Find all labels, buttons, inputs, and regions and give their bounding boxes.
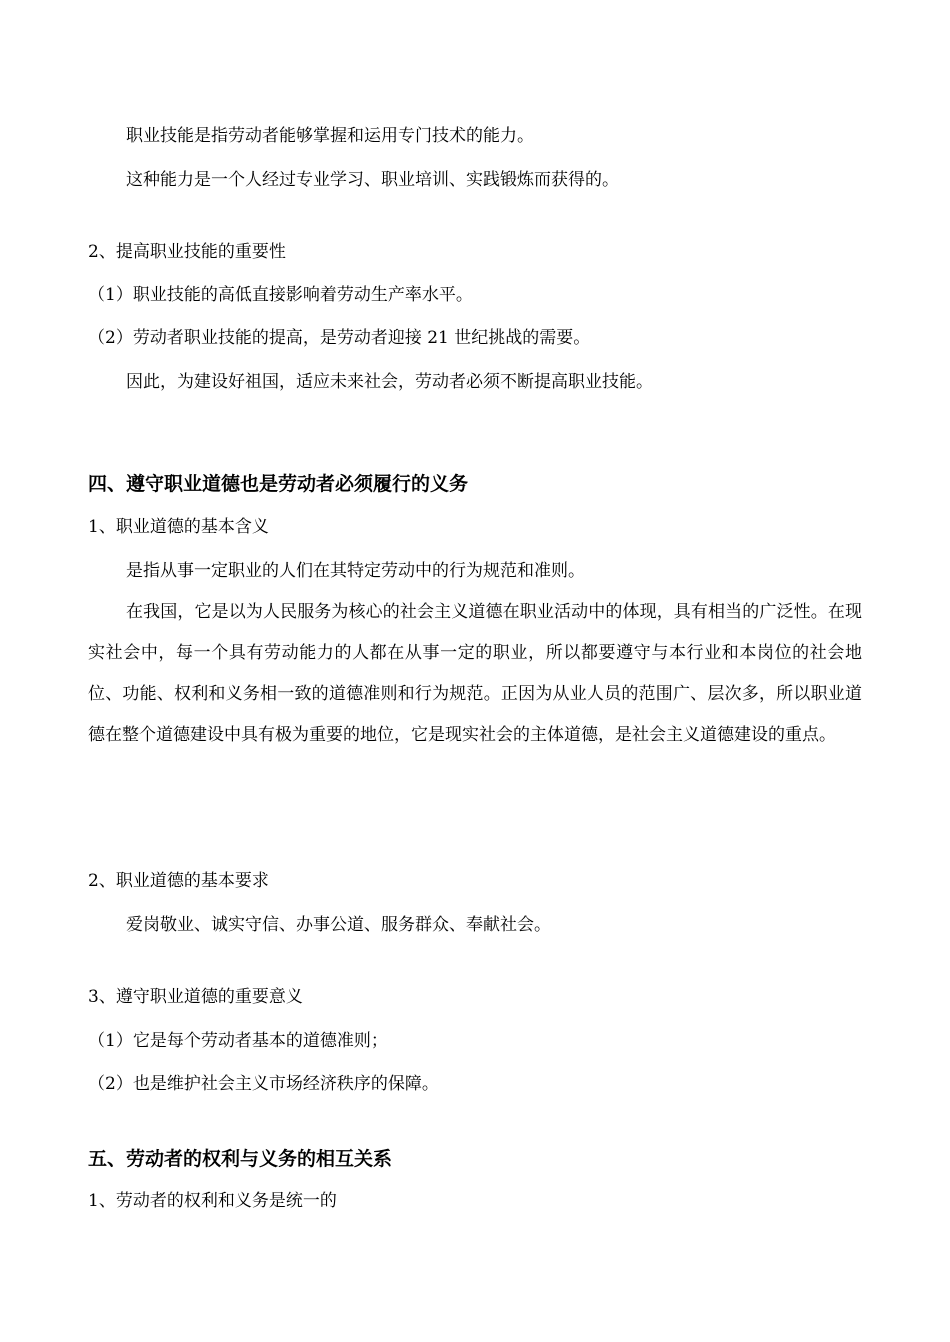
ethics-definition: 是指从事一定职业的人们在其特定劳动中的行为规范和准则。: [126, 561, 585, 581]
skill-importance-item-1: （1）职业技能的高低直接影响着劳动生产率水平。: [88, 285, 473, 305]
ethics-significance-item-2: （2）也是维护社会主义市场经济秩序的保障。: [88, 1074, 439, 1094]
subsection-title-skill-importance: 2、提高职业技能的重要性: [88, 242, 286, 262]
skill-importance-conclusion: 因此，为建设好祖国，适应未来社会，劳动者必须不断提高职业技能。: [126, 372, 653, 392]
subsection-title-rights-duties: 1、劳动者的权利和义务是统一的: [88, 1191, 337, 1211]
section-heading-4: 四、遵守职业道德也是劳动者必须履行的义务: [88, 473, 469, 495]
skill-definition-line-2: 这种能力是一个人经过专业学习、职业培训、实践锻炼而获得的。: [126, 170, 619, 190]
ethics-paragraph: 在我国，它是以为人民服务为核心的社会主义道德在职业活动中的体现，具有相当的广泛性。在现实社会中，每一个具有劳动能力的人都在从事一定的职业，所以都要遵守与本行业和本岗位的社会地位、功能、权利和义务相一致的道德准则和行为规范。正因为从业人员的范围广、层次多，所以职业道德在整个道德建设中具有极为重要的地位，它是现实社会的主体道德，是社会主义道德建设的重点。: [88, 602, 862, 745]
skill-definition-line-1: 职业技能是指劳动者能够掌握和运用专门技术的能力。: [126, 126, 534, 146]
ethics-requirements-content: 爱岗敬业、诚实守信、办事公道、服务群众、奉献社会。: [126, 915, 551, 935]
subsection-title-ethics-requirements: 2、职业道德的基本要求: [88, 871, 269, 891]
skill-importance-item-2: （2）劳动者职业技能的提高，是劳动者迎接 21 世纪挑战的需要。: [88, 328, 591, 348]
subsection-title-ethics-meaning: 1、职业道德的基本含义: [88, 517, 269, 537]
ethics-significance-item-1: （1）它是每个劳动者基本的道德准则；: [88, 1031, 388, 1051]
section-heading-5: 五、劳动者的权利与义务的相互关系: [88, 1148, 393, 1170]
subsection-title-ethics-significance: 3、遵守职业道德的重要意义: [88, 987, 303, 1007]
